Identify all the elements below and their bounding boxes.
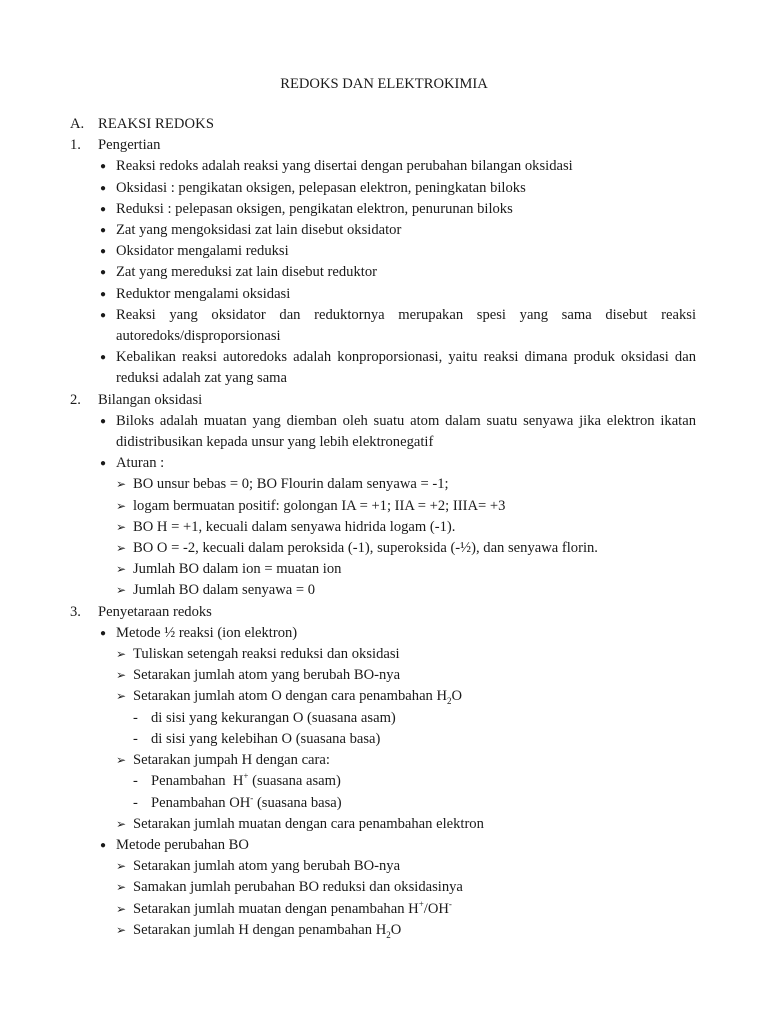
text-part: O [390, 921, 402, 938]
text-part: Penambahan H [151, 773, 244, 790]
arrow-bullet-icon: ➢ [116, 816, 127, 831]
bullet-text: Zat yang mereduksi zat lain disebut reduktor [116, 264, 377, 281]
bullet-dot-icon: ● [100, 267, 107, 279]
bullet-text: Zat yang mengoksidasi zat lain disebut oksidator [116, 222, 402, 239]
item-number: 3. [70, 603, 81, 620]
bullet-item [0, 623, 768, 644]
arrow-text: Setarakan jumlah atom yang berubah BO-nya [133, 667, 401, 684]
arrow-item [0, 496, 768, 517]
subscript: 2 [447, 696, 452, 707]
text-part: Setarakan jumlah muatan dengan penambahan H [133, 900, 419, 917]
bullet-text: Reduksi : pelepasan oksigen, pengikatan elektron, penurunan biloks [116, 200, 513, 217]
arrow-bullet-icon: ➢ [116, 922, 127, 937]
bullet-dot-icon: ● [100, 225, 107, 237]
arrow-text: Tuliskan setengah reaksi reduksi dan oksidasi [133, 646, 400, 663]
text-part: Setarakan jumlah H dengan penambahan H [133, 921, 387, 938]
bullet-item [0, 835, 768, 856]
dash-item [0, 708, 768, 729]
bullet-text: Metode perubahan BO [116, 836, 249, 853]
bullet-dot-icon: ● [100, 415, 107, 427]
text-part: /OH [423, 900, 449, 917]
superscript: + [418, 898, 424, 909]
bullet-item [0, 411, 768, 453]
bullet-item [0, 220, 768, 241]
dash-item [0, 771, 768, 792]
arrow-bullet-icon: ➢ [116, 901, 127, 916]
bullet-item [0, 305, 768, 347]
bullet-dot-icon: ● [100, 288, 107, 300]
arrow-item [0, 517, 768, 538]
text-part: (suasana asam) [248, 773, 341, 790]
item-number: 2. [70, 391, 81, 408]
arrow-item [0, 899, 768, 920]
arrow-bullet-icon: ➢ [116, 689, 127, 704]
text-part: Penambahan OH [151, 794, 251, 811]
subscript: 2 [386, 929, 391, 940]
bullet-dot-icon: ● [100, 458, 107, 470]
bullet-text: Metode ½ reaksi (ion elektron) [116, 624, 298, 641]
arrow-text: Setarakan jumlah atom yang berubah BO-nya [133, 858, 401, 875]
arrow-item [0, 856, 768, 877]
bullet-text: Oksidasi : pengikatan oksigen, pelepasan elektron, peningkatan biloks [116, 179, 526, 196]
bullet-dot-icon: ● [100, 182, 107, 194]
arrow-item [0, 665, 768, 686]
arrow-text [133, 686, 696, 707]
dash-bullet-icon: - [133, 773, 138, 790]
bullet-dot-icon: ● [100, 203, 107, 215]
arrow-item [0, 474, 768, 495]
dash-bullet-icon: - [133, 709, 138, 726]
arrow-item [0, 814, 768, 835]
bullet-text: Reaksi yang oksidator dan reduktornya merupakan spesi yang sama disebut reaksi autoredoks/disproporsionasi [116, 306, 696, 345]
bullet-text: Aturan : [116, 455, 165, 472]
arrow-text: BO unsur bebas = 0; BO Flourin dalam senyawa = -1; [133, 476, 449, 493]
document-title: REDOKS DAN ELEKTROKIMIA [280, 76, 488, 92]
arrow-text: Setarakan jumpah H dengan cara: [133, 752, 330, 769]
arrow-text: BO H = +1, kecuali dalam senyawa hidrida logam (-1). [133, 518, 456, 535]
arrow-bullet-icon: ➢ [116, 668, 127, 683]
bullet-dot-icon: ● [100, 627, 107, 639]
dash-text [151, 771, 696, 792]
bullet-dot-icon: ● [100, 161, 107, 173]
dash-item [0, 729, 768, 750]
section-a-number: A. [70, 116, 85, 132]
section-a-label: REAKSI REDOKS [98, 116, 215, 132]
text-part: O [451, 688, 463, 705]
dash-text: di sisi yang kekurangan O (suasana asam) [151, 709, 396, 726]
bullet-text: Biloks adalah muatan yang diemban oleh suatu atom dalam suatu senyawa jika elektron ikatan didistribusikan kepada unsur yang lebih elektronegatif [116, 412, 696, 451]
arrow-item [0, 750, 768, 771]
arrow-bullet-icon: ➢ [116, 880, 127, 895]
bullet-item [0, 284, 768, 305]
arrow-bullet-icon: ➢ [116, 859, 127, 874]
bullet-item [0, 453, 768, 474]
superscript: - [250, 792, 254, 803]
bullet-text: Oksidator mengalami reduksi [116, 243, 289, 260]
superscript: + [243, 771, 249, 782]
arrow-text [133, 899, 696, 920]
bullet-text: Reaksi redoks adalah reaksi yang disertai dengan perubahan bilangan oksidasi [116, 158, 573, 175]
arrow-item [0, 538, 768, 559]
arrow-text: logam bermuatan positif: golongan IA = +1; IIA = +2; IIIA= +3 [133, 497, 506, 514]
document-body [0, 114, 768, 941]
item-label: Pengertian [98, 137, 161, 154]
arrow-bullet-icon: ➢ [116, 647, 127, 662]
item-label: Bilangan oksidasi [98, 391, 203, 408]
section-a-heading [0, 114, 768, 135]
numbered-item-1 [0, 135, 768, 156]
arrow-text: BO O = -2, kecuali dalam peroksida (-1), superoksida (-½), dan senyawa florin. [133, 540, 598, 557]
arrow-bullet-icon: ➢ [116, 498, 127, 513]
numbered-item-2 [0, 390, 768, 411]
arrow-item [0, 920, 768, 941]
bullet-item [0, 347, 768, 389]
arrow-text: Samakan jumlah perubahan BO reduksi dan oksidasinya [133, 879, 463, 896]
arrow-item [0, 580, 768, 601]
arrow-text [133, 920, 696, 941]
numbered-item-3 [0, 602, 768, 623]
arrow-bullet-icon: ➢ [116, 583, 127, 598]
arrow-item [0, 559, 768, 580]
arrow-item [0, 686, 768, 707]
bullet-text: Kebalikan reaksi autoredoks adalah konproporsionasi, yaitu reaksi dimana produk oksidasi dan reduksi adalah zat yang sama [116, 349, 696, 387]
arrow-bullet-icon: ➢ [116, 562, 127, 577]
arrow-bullet-icon: ➢ [116, 541, 127, 556]
bullet-item [0, 241, 768, 262]
dash-item [0, 793, 768, 814]
dash-text [151, 793, 696, 814]
bullet-dot-icon: ● [100, 309, 107, 321]
text-part: Setarakan jumlah atom O dengan cara penambahan H [133, 688, 448, 705]
item-label: Penyetaraan redoks [98, 603, 212, 620]
bullet-item [0, 156, 768, 177]
arrow-text: Jumlah BO dalam senyawa = 0 [133, 582, 316, 599]
bullet-dot-icon: ● [100, 246, 107, 258]
arrow-bullet-icon: ➢ [116, 477, 127, 492]
arrow-bullet-icon: ➢ [116, 753, 127, 768]
bullet-item [0, 199, 768, 220]
bullet-item [0, 262, 768, 283]
dash-bullet-icon: - [133, 794, 138, 811]
arrow-text: Jumlah BO dalam ion = muatan ion [133, 561, 342, 578]
bullet-dot-icon: ● [100, 352, 107, 364]
arrow-bullet-icon: ➢ [116, 519, 127, 534]
arrow-text: Setarakan jumlah muatan dengan cara penambahan elektron [133, 815, 484, 832]
arrow-item [0, 877, 768, 898]
bullet-item [0, 178, 768, 199]
text-part: (suasana basa) [253, 794, 342, 811]
item-number: 1. [70, 137, 81, 154]
dash-bullet-icon: - [133, 730, 138, 747]
bullet-dot-icon: ● [100, 839, 107, 851]
bullet-text: Reduktor mengalami oksidasi [116, 285, 291, 302]
superscript: - [448, 898, 452, 909]
arrow-item [0, 644, 768, 665]
dash-text: di sisi yang kelebihan O (suasana basa) [151, 730, 381, 747]
